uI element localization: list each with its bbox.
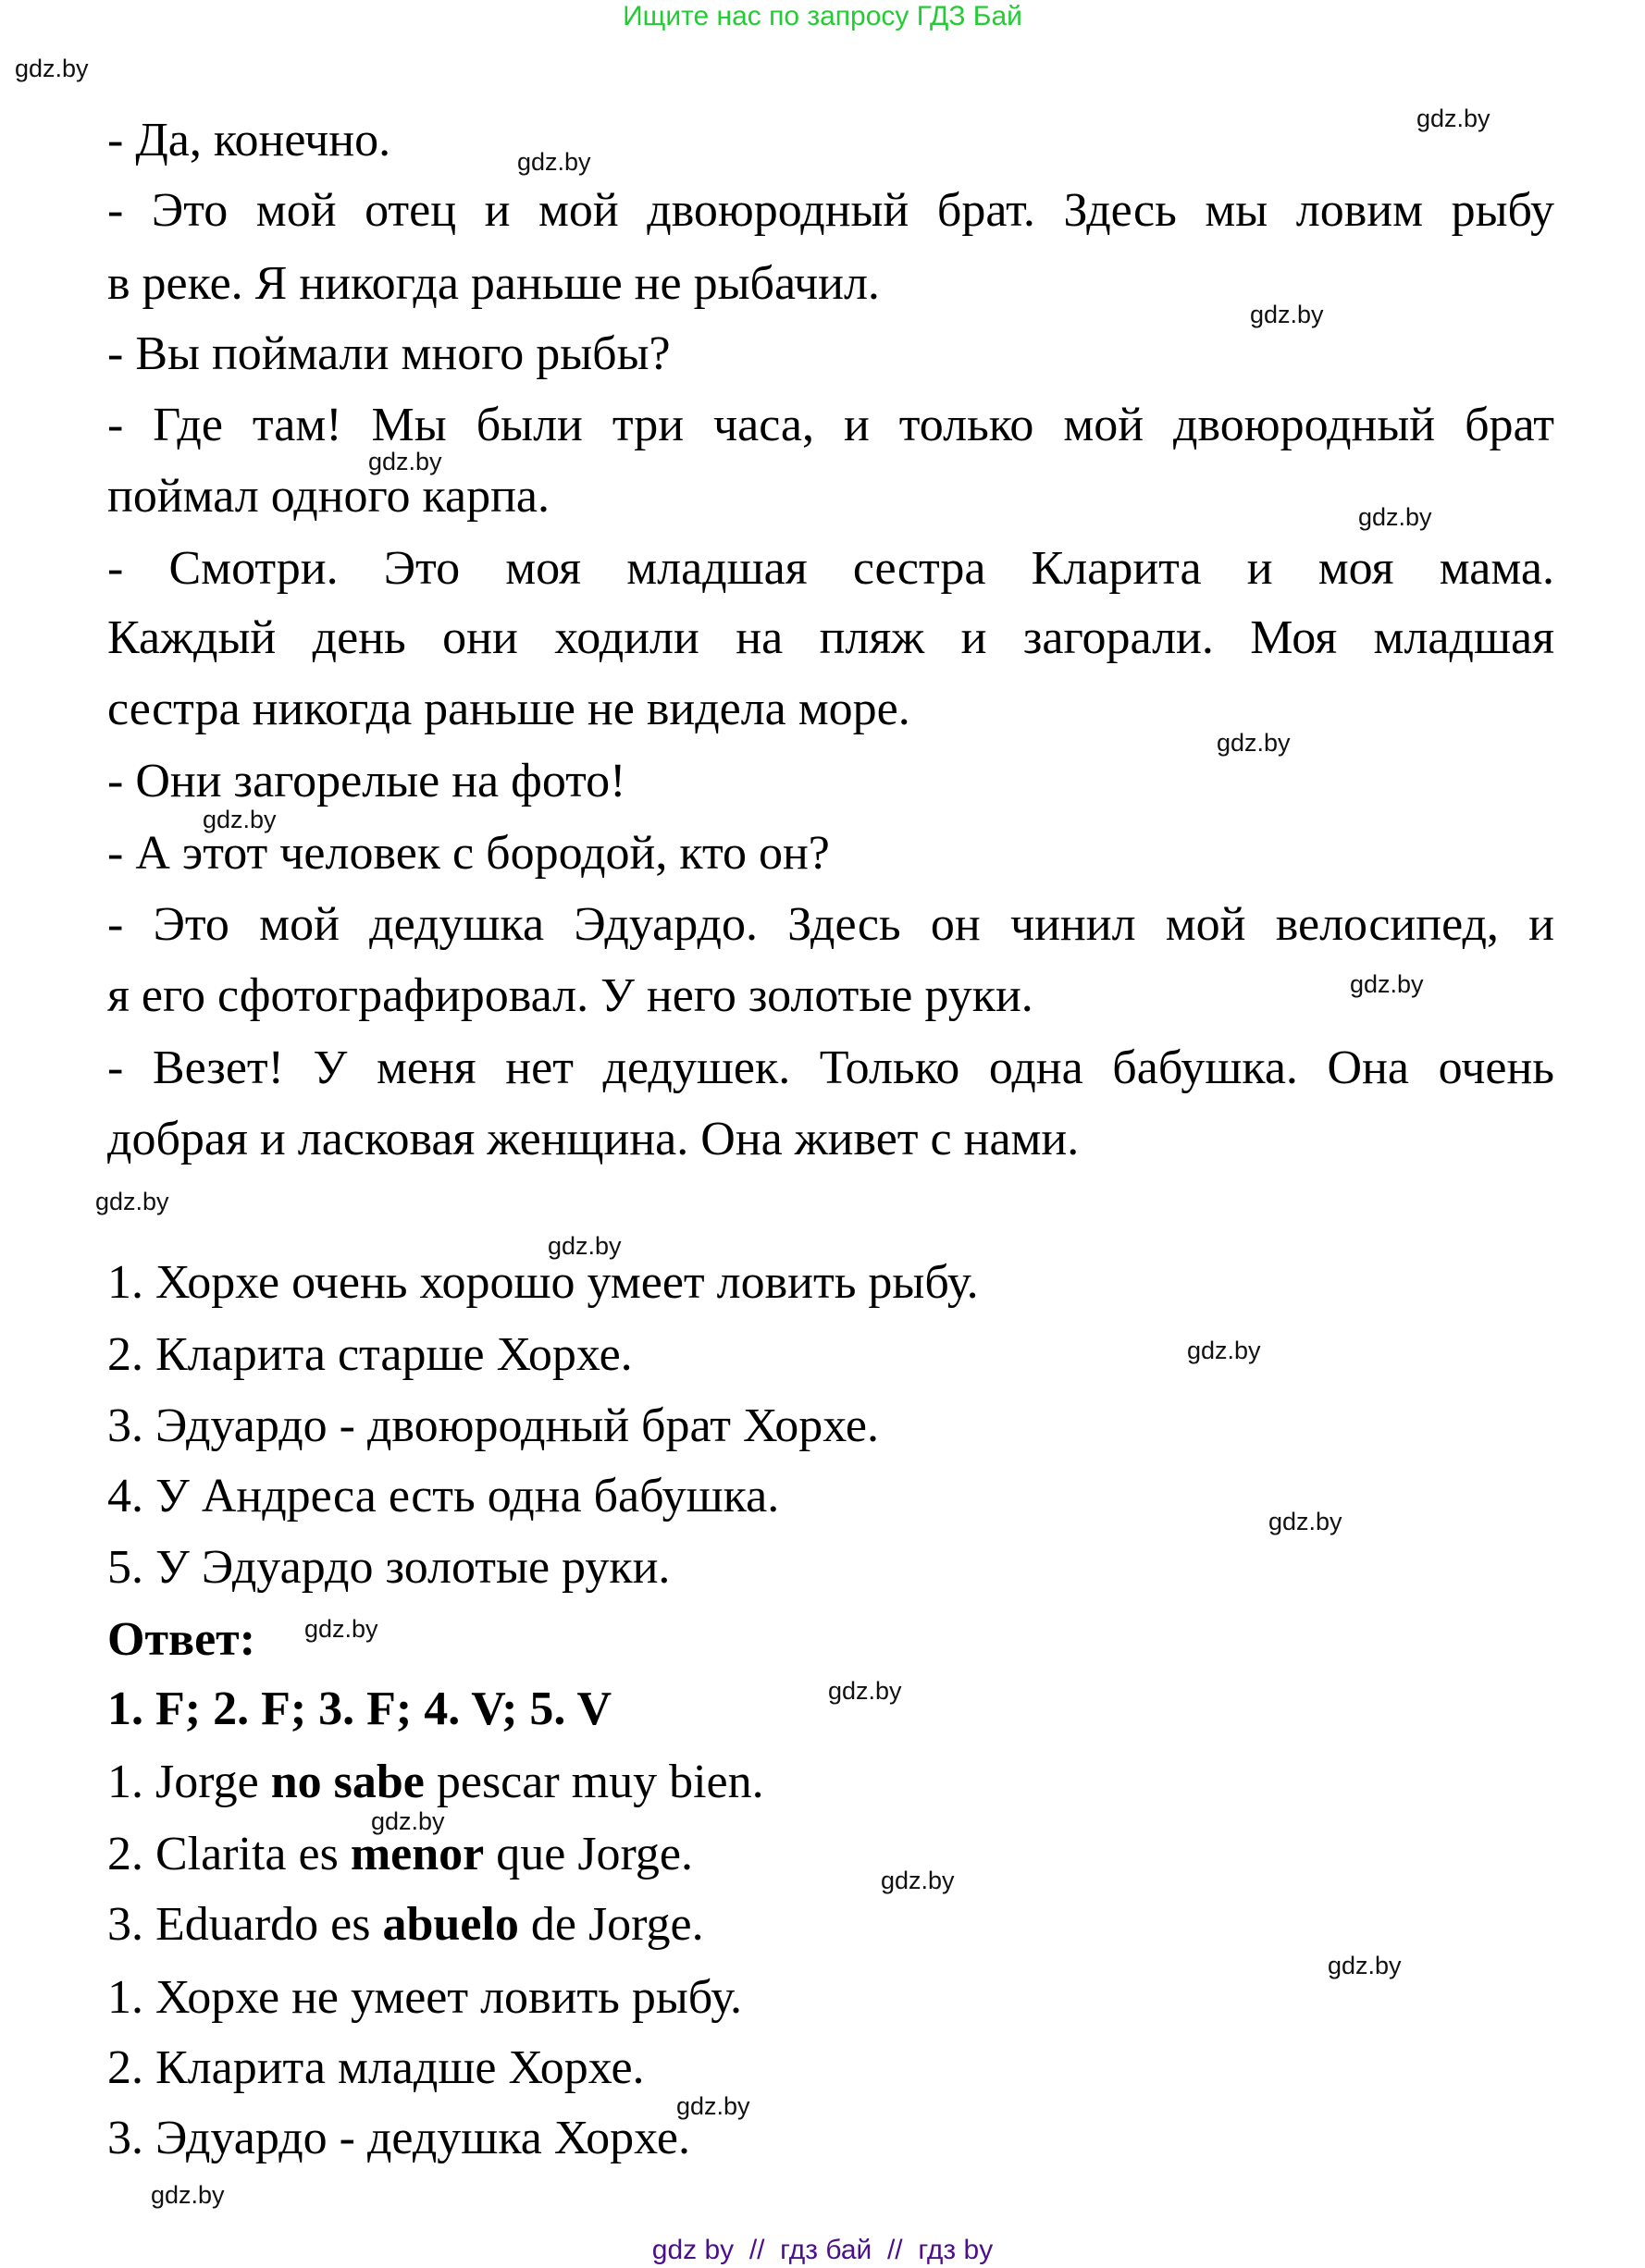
dialogue-line: я его сфотографировал. У него золотые руки. bbox=[107, 969, 1033, 1022]
watermark: gdz.by bbox=[371, 1807, 445, 1835]
search-banner: Ищите нас по запросу ГДЗ Бай bbox=[623, 1, 1022, 31]
watermark: gdz.by bbox=[304, 1615, 378, 1643]
watermark: gdz.by bbox=[95, 1188, 169, 1215]
statement: 5. У Эдуардо золотые руки. bbox=[107, 1541, 671, 1594]
watermark: gdz.by bbox=[676, 2092, 750, 2120]
spanish-correction bbox=[107, 1755, 1554, 1810]
correction-text: de Jorge. bbox=[518, 1898, 704, 1951]
dialogue-line: в реке. Я никогда раньше не рыбачил. bbox=[107, 257, 880, 310]
correction-text: 3. Eduardo es bbox=[107, 1898, 383, 1951]
answer-summary: 1. F; 2. F; 3. F; 4. V; 5. V bbox=[107, 1683, 612, 1735]
dialogue-line: - Где там! Мы были три часа, и только мой двоюродный брат bbox=[107, 399, 1554, 451]
spanish-correction bbox=[107, 1827, 1554, 1882]
footer-links: gdz by // гдз бай // гдз by bbox=[651, 2235, 994, 2265]
watermark: gdz.by bbox=[548, 1232, 622, 1260]
correction-bold: menor bbox=[350, 1828, 485, 1880]
answer-label: Ответ: bbox=[107, 1613, 256, 1666]
dialogue-line: Каждый день они ходили на пляж и загорали. Моя младшая bbox=[107, 611, 1554, 664]
correction-bold: no sabe bbox=[270, 1756, 425, 1808]
watermark: gdz.by bbox=[517, 148, 591, 176]
correction-text: que Jorge. bbox=[484, 1828, 694, 1880]
watermark: gdz.by bbox=[151, 2181, 225, 2209]
watermark: gdz.by bbox=[1250, 301, 1324, 328]
dialogue-line: - А этот человек с бородой, кто он? bbox=[107, 827, 830, 880]
watermark: gdz.by bbox=[1268, 1508, 1342, 1535]
dialogue-line: - Это мой дедушка Эдуардо. Здесь он чинил мой велосипед, и bbox=[107, 898, 1554, 951]
dialogue-line: - Вы поймали много рыбы? bbox=[107, 327, 671, 380]
dialogue-line: добрая и ласковая женщина. Она живет с нами. bbox=[107, 1113, 1080, 1165]
russian-correction: 3. Эдуардо - дедушка Хорхе. bbox=[107, 2112, 690, 2164]
dialogue-line: - Это мой отец и мой двоюродный брат. Здесь мы ловим рыбу bbox=[107, 184, 1554, 237]
dialogue-line: - Смотри. Это моя младшая сестра Кларита и моя мама. bbox=[107, 542, 1554, 595]
russian-correction: 1. Хорхе не умеет ловить рыбу. bbox=[107, 1971, 743, 2024]
statement: 4. У Андреса есть одна бабушка. bbox=[107, 1470, 780, 1522]
watermark: gdz.by bbox=[1217, 729, 1291, 757]
watermark: gdz.by bbox=[368, 448, 442, 475]
dialogue-line: - Везет! У меня нет дедушек. Только одна бабушка. Она очень bbox=[107, 1042, 1554, 1094]
dialogue-line: сестра никогда раньше не видела море. bbox=[107, 683, 910, 735]
spanish-correction bbox=[107, 1897, 1554, 1953]
watermark: gdz.by bbox=[1416, 105, 1490, 132]
correction-bold: abuelo bbox=[382, 1898, 519, 1951]
watermark: gdz.by bbox=[203, 806, 277, 833]
watermark: gdz.by bbox=[828, 1677, 902, 1705]
statement: 2. Кларита старше Хорхе. bbox=[107, 1328, 633, 1381]
correction-text: 1. Jorge bbox=[107, 1756, 271, 1808]
watermark: gdz.by bbox=[881, 1867, 955, 1894]
watermark: gdz.by bbox=[1350, 970, 1424, 998]
watermark: gdz.by bbox=[1328, 1952, 1402, 1979]
watermark: gdz.by bbox=[1358, 503, 1432, 531]
statement: 1. Хорхе очень хорошо умеет ловить рыбу. bbox=[107, 1256, 979, 1309]
dialogue-line: - Да, конечно. bbox=[107, 114, 391, 166]
correction-text: pescar muy bien. bbox=[424, 1756, 764, 1808]
russian-correction: 2. Кларита младше Хорхе. bbox=[107, 2041, 645, 2094]
statement: 3. Эдуардо - двоюродный брат Хорхе. bbox=[107, 1399, 880, 1452]
dialogue-line: - Они загорелые на фото! bbox=[107, 755, 626, 807]
watermark: gdz.by bbox=[15, 55, 89, 82]
watermark: gdz.by bbox=[1187, 1337, 1261, 1364]
correction-text: 2. Clarita es bbox=[107, 1828, 351, 1880]
dialogue-line: поймал одного карпа. bbox=[107, 470, 550, 523]
